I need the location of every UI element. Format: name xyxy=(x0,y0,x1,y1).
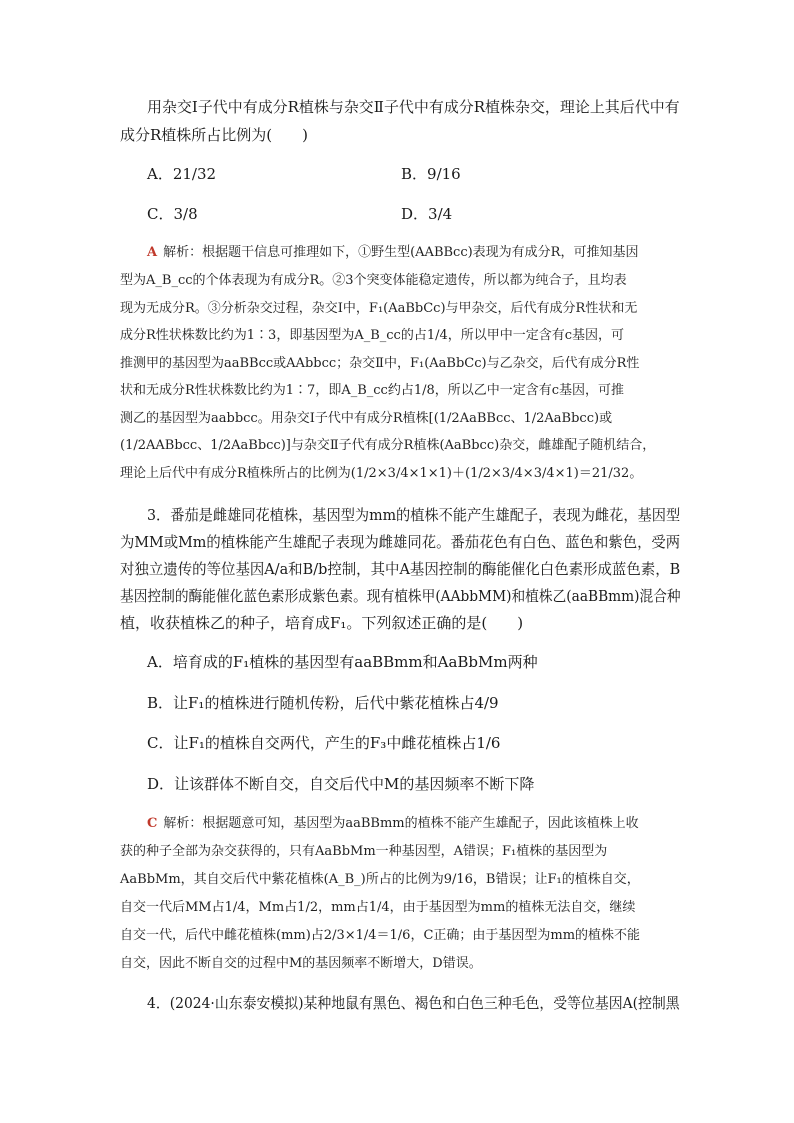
q3-explanation-line: 获的种子全部为杂交获得的，只有AaBbMm一种基因型，A错误；F₁植株的基因型为 xyxy=(120,844,608,859)
q3-option-d: D．让该群体不断自交，自交后代中M的基因频率不断下降 xyxy=(147,775,535,793)
q2-stem-line2: 成分R植株所占比例为( ) xyxy=(120,126,308,144)
q3-explanation-line: 自交一代后MM占1/4，Mm占1/2，mm占1/4，由于基因型为mm的植株无法自交，继续 xyxy=(120,900,636,915)
q2-explanation-line: 状和无成分R性状株数比约为1∶7，即A_B_cc约占1/8，所以乙中一定含有c基因，可推 xyxy=(120,383,625,398)
q3-explanation-line: 自交一代，后代中雌花植株(mm)占2/3×1/4＝1/6，C正确；由于基因型为mm的植株不能 xyxy=(120,928,641,943)
q2-answer-letter: A xyxy=(147,245,158,260)
q3-stem-line: 对独立遗传的等位基因A/a和B/b控制，其中A基因控制的酶能催化白色素形成蓝色素，B xyxy=(120,560,681,578)
q2-explanation-line: 测乙的基因型为aabbcc。用杂交Ⅰ子代中有成分R植株[(1/2AaBBcc、1/2AaBbcc)或 xyxy=(120,411,613,426)
q3-explanation-line: C 解析：根据题意可知，基因型为aaBBmm的植株不能产生雄配子，因此该植株上收 xyxy=(147,816,639,831)
q3-answer-letter: C xyxy=(147,816,158,831)
q2-explanation-line: 现为无成分R。③分析杂交过程，杂交Ⅰ中，F₁(AaBbCc)与甲杂交，后代有成分R性状和无 xyxy=(120,301,638,316)
q2-option-d: D．3/4 xyxy=(401,205,453,223)
q3-explanation-line: AaBbMm，其自交后代中紫花植株(A_B_)所占的比例为9/16，B错误；让F₁的植株自交， xyxy=(120,872,640,887)
q2-explanation-line: 成分R性状株数比约为1∶3，即基因型为A_B_cc的占1/4，所以甲中一定含有c基因，可 xyxy=(120,328,625,343)
q2-option-c: C．3/8 xyxy=(147,205,198,223)
q3-option-a: A．培育成的F₁植株的基因型有aaBBmm和AaBbMm两种 xyxy=(147,653,538,671)
q2-explanation-line: (1/2AABbcc、1/2AaBbcc)]与杂交Ⅱ子代有成分R植株(AaBbcc)杂交，雌雄配子随机结合， xyxy=(120,438,656,453)
q4-stem-line1: 4．(2024·山东泰安模拟)某种地鼠有黑色、褐色和白色三种毛色，受等位基因A(控制黑 xyxy=(147,994,680,1012)
q2-explanation-line: 理论上后代中有成分R植株所占的比例为(1/2×3/4×1×1)＋(1/2×3/4×3/4×1)＝21/32。 xyxy=(120,466,643,481)
q2-option-a: A．21/32 xyxy=(147,165,217,183)
q2-explanation-line: 推测甲的基因型为aaBBcc或AAbbcc；杂交Ⅱ中，F₁(AaBbCc)与乙杂交，后代有成分R性 xyxy=(120,356,640,371)
q2-explanation-line: A 解析：根据题干信息可推理如下，①野生型(AABBcc)表现为有成分R，可推知基因 xyxy=(147,245,639,260)
q3-stem-line: 基因控制的酶能催化蓝色素形成紫色素。现有植株甲(AAbbMM)和植株乙(aaBBmm)混合种 xyxy=(120,587,681,605)
q3-stem-line: 3．番茄是雌雄同花植株，基因型为mm的植株不能产生雄配子，表现为雌花，基因型 xyxy=(147,506,681,524)
q3-explanation-line: 自交，因此不断自交的过程中M的基因频率不断增大，D错误。 xyxy=(120,956,482,971)
q2-stem-line1: 用杂交Ⅰ子代中有成分R植株与杂交Ⅱ子代中有成分R植株杂交，理论上其后代中有 xyxy=(147,98,680,116)
q3-option-b: B．让F₁的植株进行随机传粉，后代中紫花植株占4/9 xyxy=(147,694,499,712)
q3-option-c: C．让F₁的植株自交两代，产生的F₃中雌花植株占1/6 xyxy=(147,734,501,752)
q2-option-b: B．9/16 xyxy=(401,165,461,183)
q2-explanation-line: 型为A_B_cc的个体表现为有成分R。②3个突变体能稳定遗传，所以都为纯合子，且均表 xyxy=(120,273,627,288)
q3-stem-line: 植，收获植株乙的种子，培育成F₁。下列叙述正确的是( ) xyxy=(120,614,524,632)
q3-stem-line: 为MM或Mm的植株能产生雄配子表现为雌雄同花。番茄花色有白色、蓝色和紫色，受两 xyxy=(120,533,681,551)
